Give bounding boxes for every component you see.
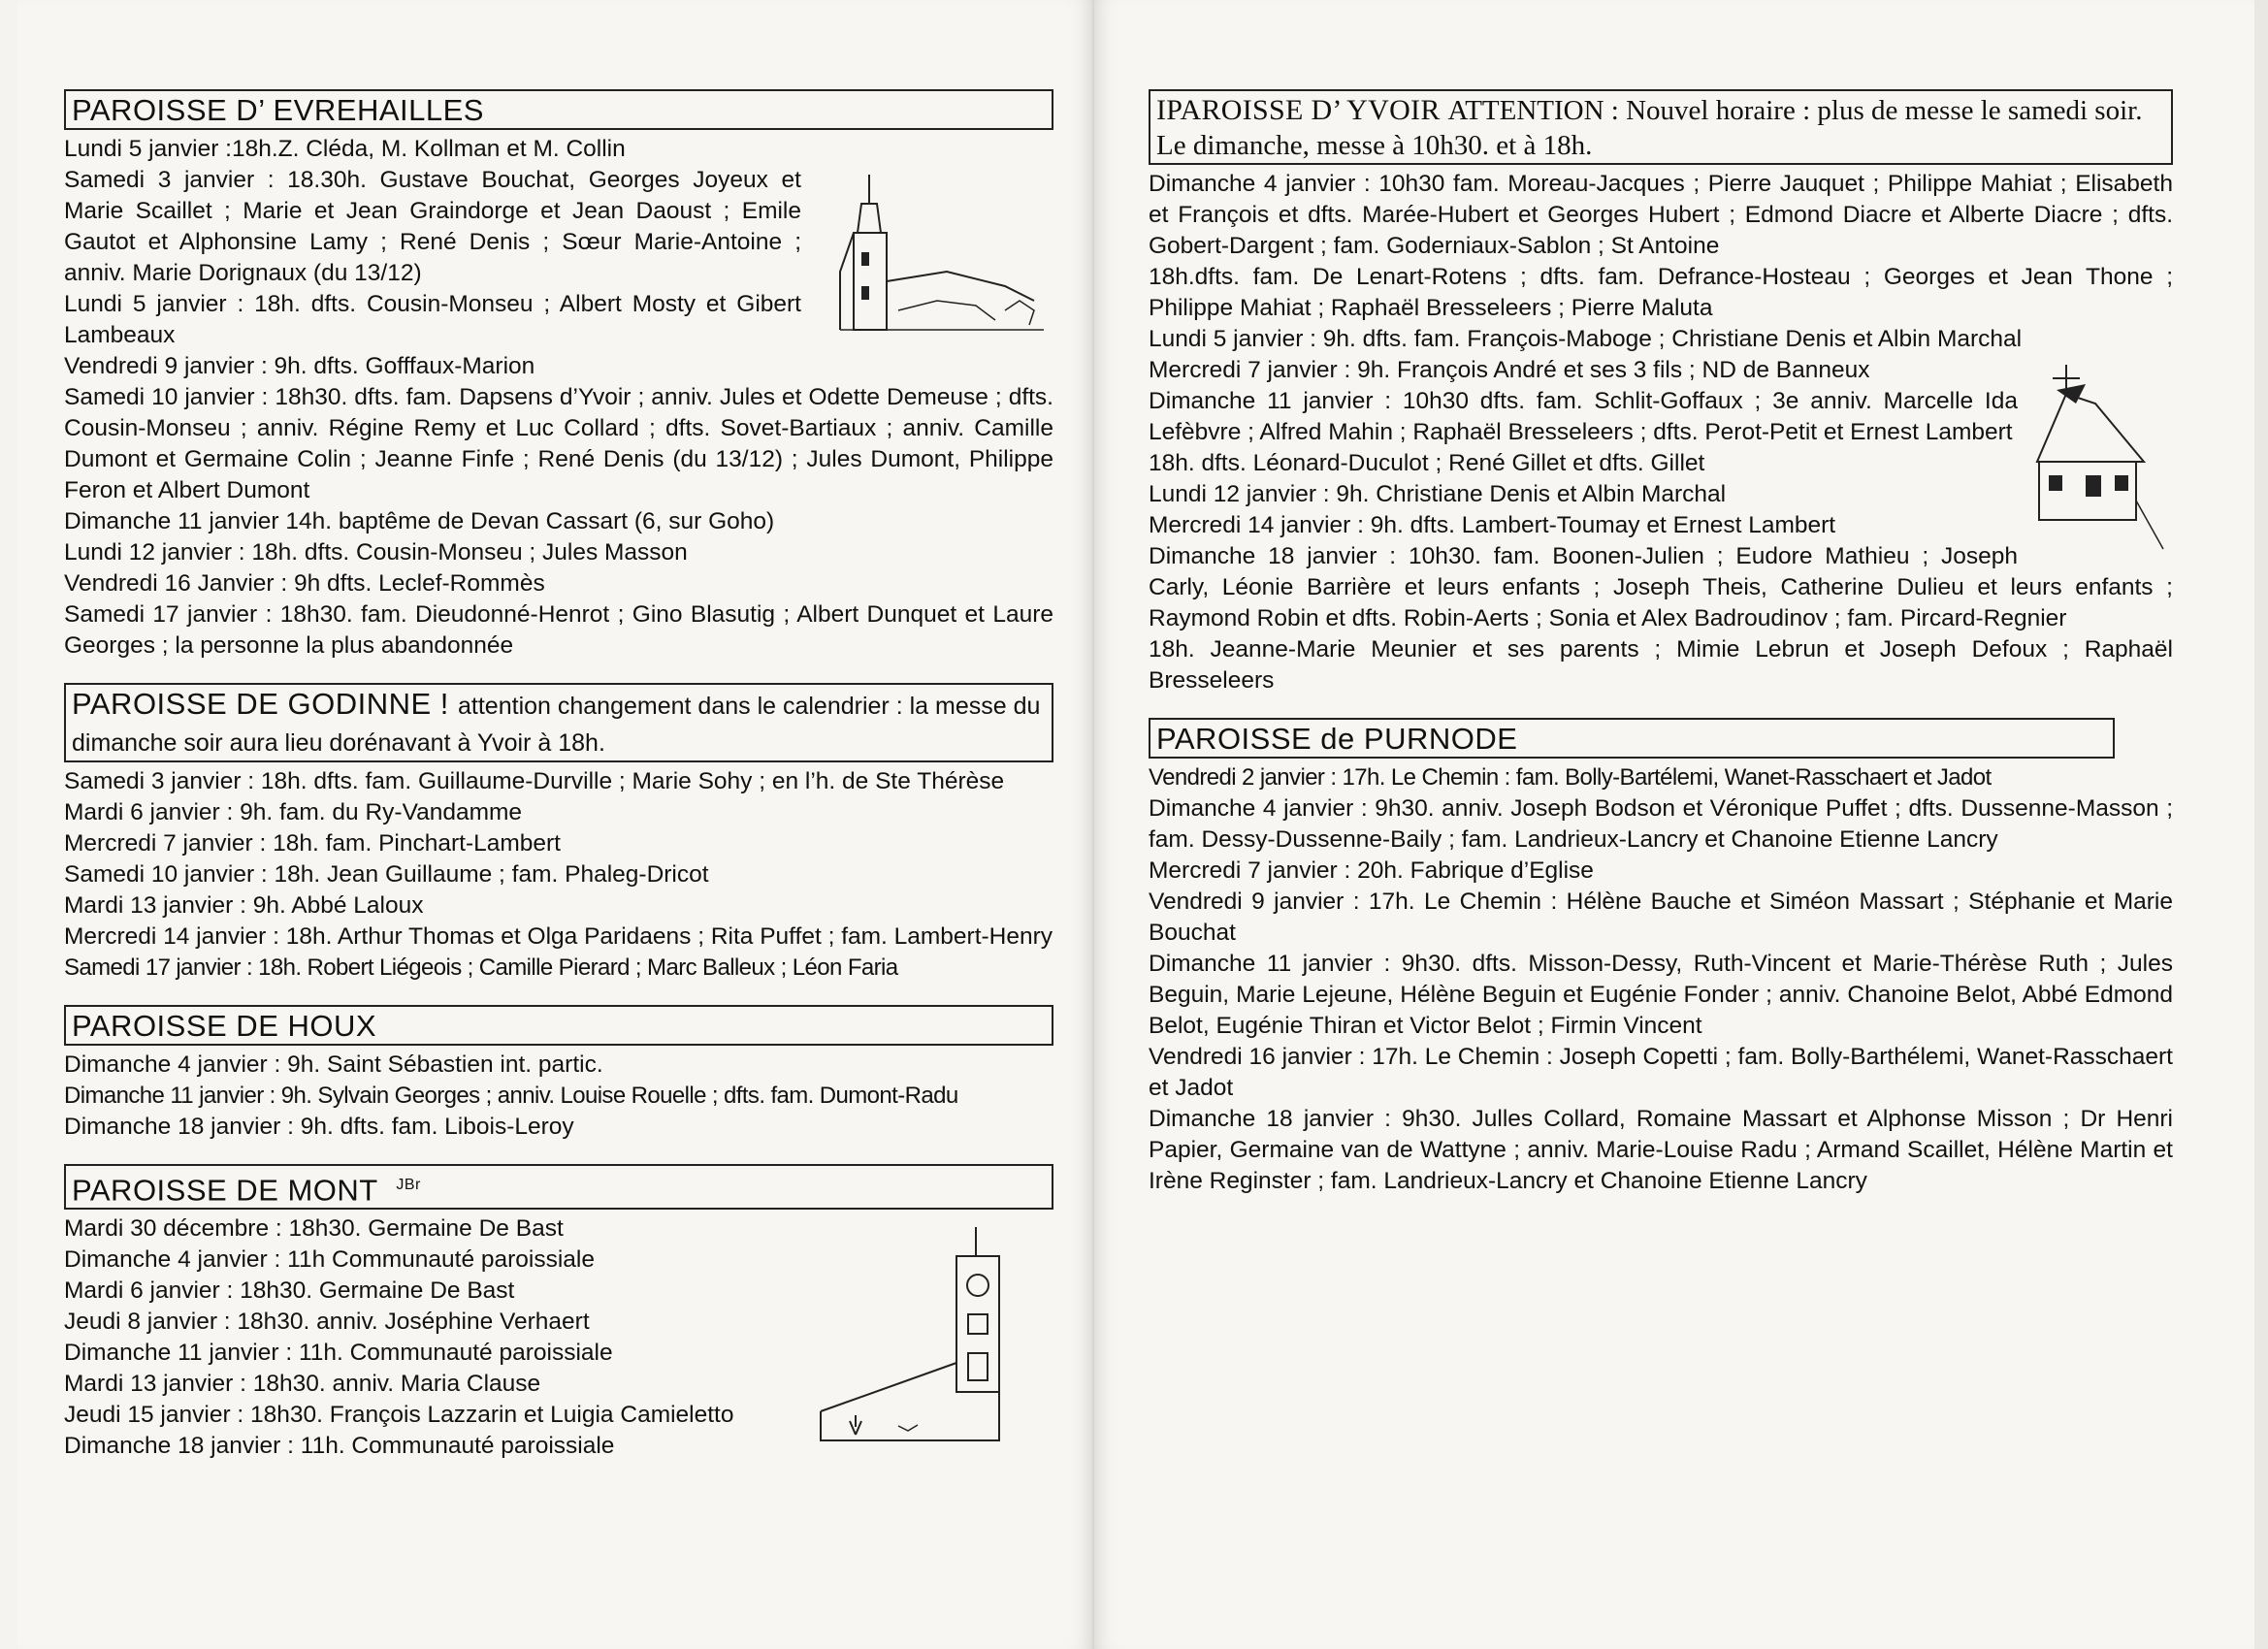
left-page <box>17 0 1094 1649</box>
section-title: PAROISSE D’ EVREHAILLES <box>72 93 484 127</box>
schedule-line: Samedi 10 janvier : 18h. Jean Guillaume ; fam. Phaleg-Dricot <box>64 861 709 888</box>
schedule-line: Dimanche 18 janvier : 9h. dfts. fam. Libois-Leroy <box>64 1114 574 1140</box>
schedule-line: Dimanche 11 janvier : 10h30 dfts. fam. Schlit-Goffaux ; 3e anniv. Marcelle Ida Lefèbvre ; Alfred Mahin ; Raphaël Bresseleers ; dfts. Perot-Petit et Ernest Lambert <box>1149 388 2018 445</box>
page-edge <box>2254 0 2268 1649</box>
section-header <box>64 1005 1053 1046</box>
schedule-line: Lundi 5 janvier : 18h. dfts. Cousin-Monseu ; Albert Mosty et Gibert Lambeaux <box>64 291 801 348</box>
section-header <box>1149 718 2115 759</box>
schedule-line: Mardi 13 janvier : 9h. Abbé Laloux <box>64 892 424 919</box>
schedule-line: Samedi 3 janvier : 18.30h. Gustave Bouchat, Georges Joyeux et Marie Scaillet ; Marie et Jean Graindorge et Jean Daoust ; Emile Gautot et Alphonsine Lamy ; René Denis ; Sœur Marie-Antoine ; anniv. Marie Dorignaux (du 13/12) <box>64 167 801 286</box>
section-purnode <box>1149 718 2173 1197</box>
section-godinne <box>64 683 1053 984</box>
section-evrehailles <box>64 89 1053 662</box>
section-title: PAROISSE DE HOUX <box>72 1009 377 1043</box>
schedule-line: Mardi 6 janvier : 18h30. Germaine De Bast <box>64 1277 515 1305</box>
schedule-line: Mercredi 7 janvier : 20h. Fabrique d’Eglise <box>1149 857 1594 884</box>
schedule-line: Jeudi 8 janvier : 18h30. anniv. Joséphine Verhaert <box>64 1309 590 1336</box>
schedule-line: Dimanche 18 janvier : 9h30. Julles Collard, Romaine Massart et Alphonse Misson ; Dr Henri Papier, Germaine van de Wattyne ; anniv. Marie-Louise Radu ; Armand Scaillet, Hélène Martin et Irène Reginster ; fam. Landrieux-Lancry et Chanoine Etienne Lancry <box>1149 1106 2173 1194</box>
right-column <box>1149 89 2173 1218</box>
section-title: PAROISSE de PURNODE <box>1156 722 1518 756</box>
schedule-line: Dimanche 11 janvier : 11h. Communauté paroissiale <box>64 1340 613 1367</box>
schedule-line: Vendredi 9 janvier : 17h. Le Chemin : Hélène Bauche et Siméon Massart ; Stéphanie et Marie Bouchat <box>1149 889 2173 946</box>
schedule-line: Dimanche 4 janvier : 9h. Saint Sébastien int. partic. <box>64 1051 603 1078</box>
artist-mark: JBr <box>396 1177 421 1193</box>
schedule-line: Mercredi 14 janvier : 18h. Arthur Thomas et Olga Paridaens ; Rita Puffet ; fam. Lambert-Henry <box>64 923 1053 950</box>
schedule-line: Vendredi 16 Janvier : 9h dfts. Leclef-Rommès <box>64 570 545 597</box>
schedule-line: Mardi 13 janvier : 18h30. anniv. Maria Clause <box>64 1371 541 1398</box>
schedule-line: Dimanche 4 janvier : 9h30. anniv. Joseph Bodson et Véronique Puffet ; dfts. Dussenne-Masson ; fam. Dessy-Dussenne-Baily ; fam. Landrieux-Lancry et Chanoine Etienne Lancry <box>1149 795 2173 853</box>
schedule-line: Samedi 17 janvier : 18h30. fam. Dieudonné-Henrot ; Gino Blasutig ; Albert Dunquet et Laure Georges ; la personne la plus abandonnée <box>64 601 1053 659</box>
right-page <box>1094 0 2254 1649</box>
section-yvoir <box>1149 89 2173 696</box>
schedule-line: Dimanche 11 janvier 14h. baptême de Devan Cassart (6, sur Goho) <box>64 508 775 534</box>
section-note: ATTENTION : Nouvel horaire : plus de messe le samedi soir. Le dimanche, messe à 10h30. et à 18h. <box>1156 95 2143 161</box>
schedule-line: Mardi 30 décembre : 18h30. Germaine De Bast <box>64 1215 564 1243</box>
schedule-line: Samedi 10 janvier : 18h30. dfts. fam. Dapsens d’Yvoir ; anniv. Jules et Odette Demeuse ; dfts. Cousin-Monseu ; anniv. Régine Remy et Luc Collard ; dfts. Sovet-Bartiaux ; anniv. Camille Dumont et Germaine Colin ; Jeanne Finfe ; René Denis (du 13/12) ; Jules Dumont, Philippe Feron et Albert Dumont <box>64 384 1053 503</box>
schedule-line: Lundi 12 janvier : 18h. dfts. Cousin-Monseu ; Jules Masson <box>64 539 688 566</box>
schedule-line: Dimanche 4 janvier : 10h30 fam. Moreau-Jacques ; Pierre Jauquet ; Philippe Mahiat ; Elisabeth et François et dfts. Marée-Hubert et Georges Hubert ; Edmond Diacre et Alberte Diacre ; dfts. Gobert-Dargent ; fam. Goderniaux-Sablon ; St Antoine <box>1149 171 2173 259</box>
section-mont <box>64 1164 1053 1462</box>
church-illustration-evrehailles <box>811 165 1053 340</box>
schedule-line: Dimanche 18 janvier : 11h. Communauté paroissiale <box>64 1433 615 1460</box>
left-column <box>64 89 1053 1483</box>
schedule-line: Samedi 17 janvier : 18h. Robert Liégeois ; Camille Pierard ; Marc Balleux ; Léon Faria <box>64 954 898 981</box>
schedule-line: Dimanche 11 janvier : 9h. Sylvain Georges ; anniv. Louise Rouelle ; dfts. fam. Dumont-Radu <box>64 1083 958 1109</box>
schedule-line: 18h. Jeanne-Marie Meunier et ses parents ; Mimie Lebrun et Joseph Defoux ; Raphaël Bresseleers <box>1149 636 2173 694</box>
schedule-line: 18h. dfts. Léonard-Duculot ; René Gillet et dfts. Gillet <box>1149 450 1705 476</box>
schedule-line: Vendredi 2 janvier : 17h. Le Chemin : fam. Bolly-Bartélemi, Wanet-Rasschaert et Jadot <box>1149 764 1992 791</box>
schedule-line: Mercredi 7 janvier : 9h. François André et ses 3 fils ; ND de Banneux <box>1149 357 1870 383</box>
schedule-line: Samedi 3 janvier : 18h. dfts. fam. Guillaume-Durville ; Marie Sohy ; en l’h. de Ste Thérèse <box>64 768 1005 794</box>
section-title: IPAROISSE D’ YVOIR <box>1156 94 1441 126</box>
section-header <box>64 683 1053 762</box>
section-title: PAROISSE DE GODINNE ! <box>72 687 449 721</box>
section-header <box>64 89 1053 130</box>
schedule-line: Dimanche 11 janvier : 9h30. dfts. Misson-Dessy, Ruth-Vincent et Marie-Thérèse Ruth ; Jules Beguin, Marie Lejeune, Hélène Beguin et Eugénie Fonder ; anniv. Chanoine Belot, Abbé Edmond Belot, Eugénie Thiran et Victor Belot ; Firmin Vincent <box>1149 951 2173 1039</box>
section-houx <box>64 1005 1053 1143</box>
schedule-line: Mercredi 14 janvier : 9h. dfts. Lambert-Toumay et Ernest Lambert <box>1149 512 1836 538</box>
schedule-line: Vendredi 16 janvier : 17h. Le Chemin : Joseph Copetti ; fam. Bolly-Barthélemi, Wanet-Rasschaert et Jadot <box>1149 1044 2173 1101</box>
schedule-line: Jeudi 15 janvier : 18h30. François Lazzarin et Luigia Camieletto <box>64 1402 734 1429</box>
schedule-line: Lundi 5 janvier : 9h. dfts. fam. François-Maboge ; Christiane Denis et Albin Marchal <box>1149 326 2023 352</box>
schedule-line: Dimanche 4 janvier : 11h Communauté paroissiale <box>64 1246 595 1274</box>
schedule-line: Mercredi 7 janvier : 18h. fam. Pinchart-Lambert <box>64 830 561 857</box>
schedule-line: Lundi 5 janvier :18h.Z. Cléda, M. Kollman et M. Collin <box>64 136 626 162</box>
section-note: attention changement dans le calendrier : la messe du dimanche soir aura lieu dorénavant à Yvoir à 18h. <box>72 693 1041 757</box>
schedule-line: 18h.dfts. fam. De Lenart-Rotens ; dfts. fam. Defrance-Hosteau ; Georges et Jean Thone ; Philippe Mahiat ; Raphaël Bresseleers ; Pierre Maluta <box>1149 264 2173 321</box>
church-illustration-mont <box>811 1217 1053 1450</box>
schedule-line: Mardi 6 janvier : 9h. fam. du Ry-Vandamme <box>64 799 523 825</box>
schedule-line: Lundi 12 janvier : 9h. Christiane Denis et Albin Marchal <box>1149 481 1727 507</box>
chapel-illustration-yvoir <box>2027 355 2173 559</box>
section-header <box>64 1164 1053 1210</box>
schedule-line: Dimanche 18 janvier : 10h30. fam. Boonen-Julien ; Eudore Mathieu ; Joseph Carly, Léonie Barrière et leurs enfants ; Joseph Theis, Catherine Dulieu et leurs enfants ; Raymond Robin et dfts. Robin-Aerts ; Sonia et Alex Badroudinov ; fam. Pircard-Regnier <box>1149 543 2173 631</box>
section-header <box>1149 89 2173 165</box>
section-title: PAROISSE DE MONT <box>72 1173 378 1208</box>
schedule-line: Vendredi 9 janvier : 9h. dfts. Gofffaux-Marion <box>64 353 535 379</box>
